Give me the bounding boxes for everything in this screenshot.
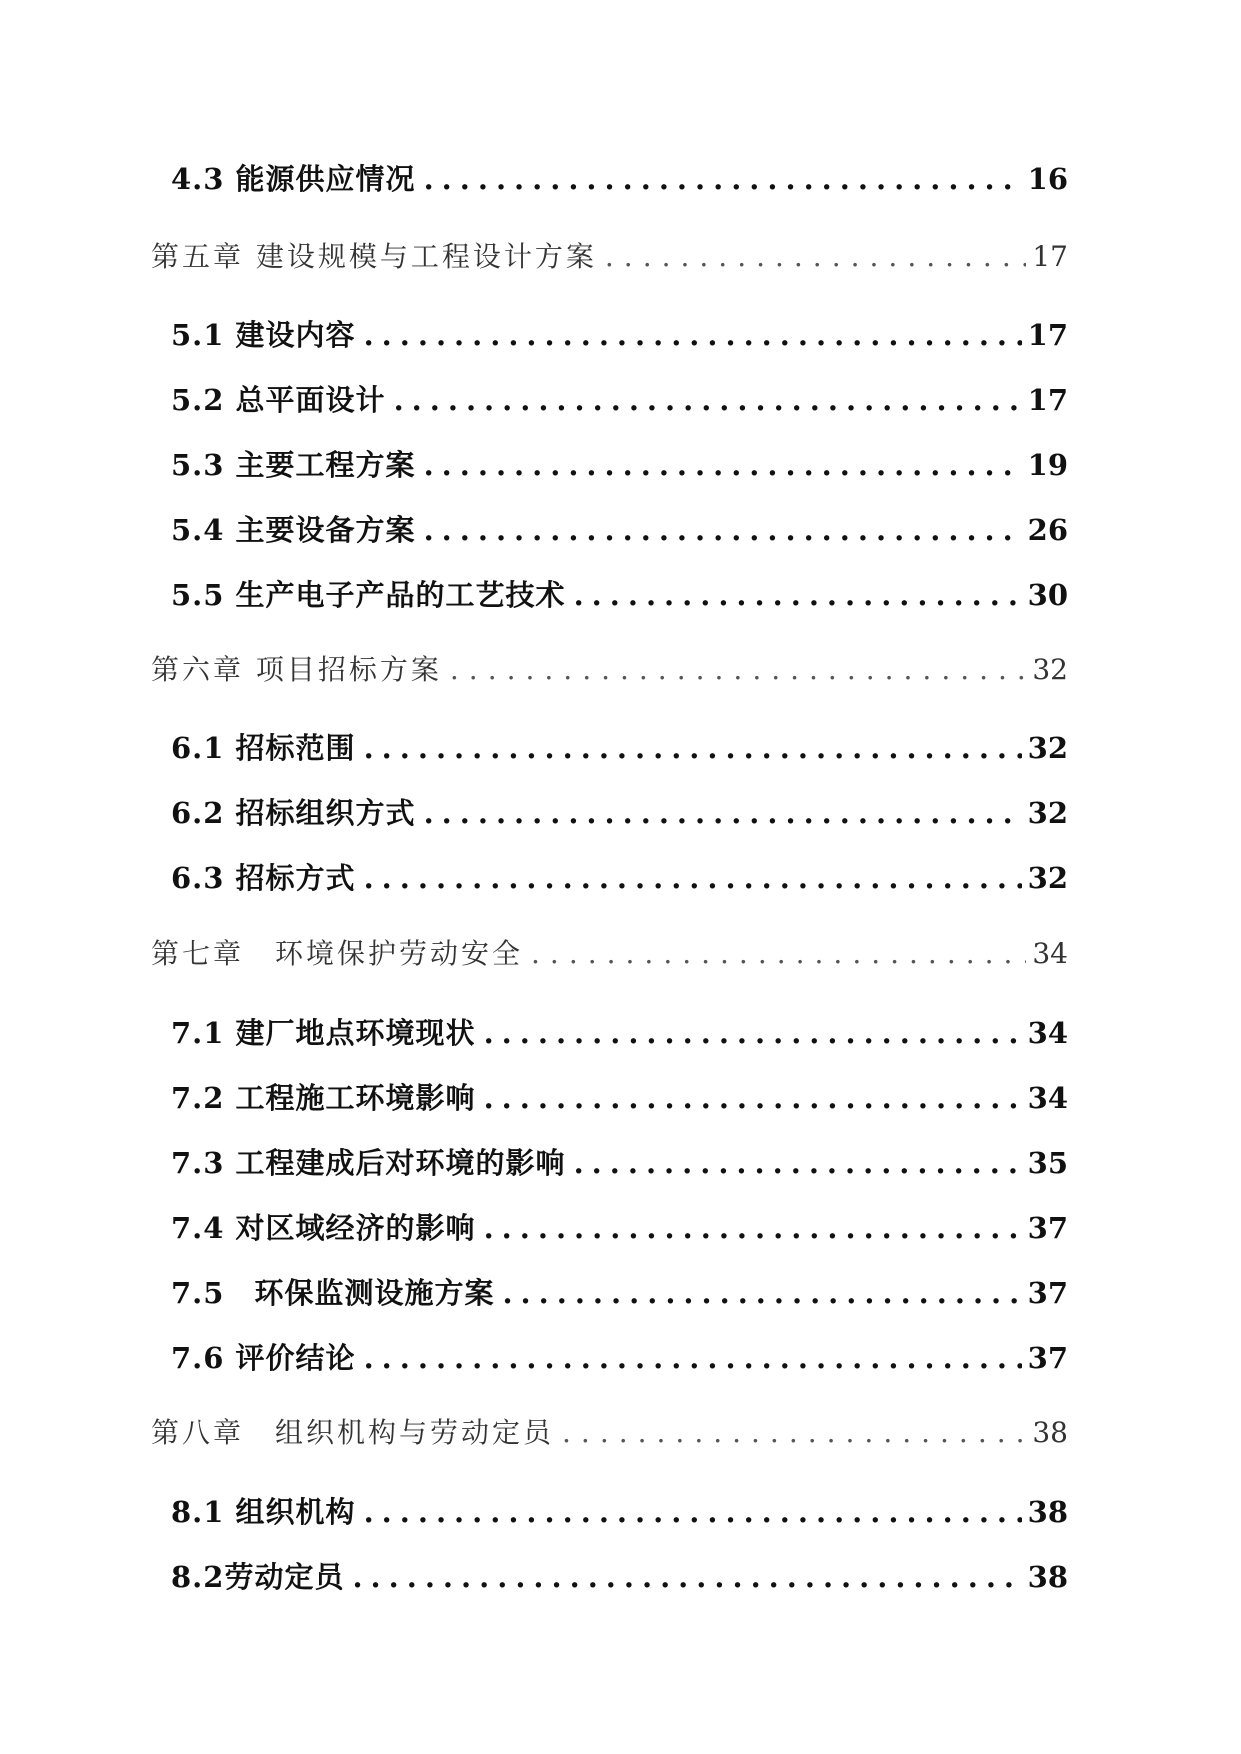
toc-page-number: 34 [1027, 1016, 1068, 1050]
toc-page-number: 38 [1027, 1495, 1068, 1529]
toc-entry-label: 5.1 建设内容 [171, 318, 356, 352]
toc-page-number: 32 [1032, 653, 1068, 686]
toc-page-number: 19 [1027, 448, 1068, 482]
toc-entry-label: 7.5 环保监测设施方案 [171, 1276, 495, 1310]
toc-page-number: 37 [1027, 1276, 1068, 1310]
toc-dot-leader [364, 856, 1022, 900]
toc-entry-chapter-8[interactable] [151, 1411, 1068, 1455]
toc-entry-7-4[interactable] [171, 1206, 1068, 1250]
toc-entry-7-5[interactable] [171, 1271, 1068, 1315]
toc-dot-leader [424, 443, 1022, 487]
toc-entry-5-1[interactable] [171, 313, 1068, 357]
toc-dot-leader [605, 235, 1026, 279]
toc-dot-leader [562, 1411, 1026, 1455]
toc-page-number: 17 [1027, 383, 1068, 417]
toc-entry-8-1[interactable] [171, 1490, 1068, 1534]
toc-page-number: 34 [1032, 937, 1068, 970]
toc-page-number: 34 [1027, 1081, 1068, 1115]
toc-page-number: 35 [1027, 1146, 1068, 1180]
toc-entry-label: 7.1 建厂地点环境现状 [171, 1016, 476, 1050]
toc-dot-leader [531, 932, 1026, 976]
toc-entry-label: 7.6 评价结论 [171, 1341, 356, 1375]
toc-entry-label: 5.2 总平面设计 [171, 383, 386, 417]
toc-entry-chapter-6[interactable] [151, 648, 1068, 692]
toc-dot-leader [394, 378, 1022, 422]
toc-entry-6-2[interactable] [171, 791, 1068, 835]
toc-entry-label: 5.3 主要工程方案 [171, 448, 416, 482]
toc-entry-label: 4.3 能源供应情况 [171, 162, 416, 196]
toc-entry-label: 7.2 工程施工环境影响 [171, 1081, 476, 1115]
toc-entry-label: 5.4 主要设备方案 [171, 513, 416, 547]
toc-entry-4-3[interactable] [171, 157, 1068, 201]
toc-page-number: 32 [1027, 796, 1068, 830]
toc-entry-7-3[interactable] [171, 1141, 1068, 1185]
toc-entry-label: 第五章 建设规模与工程设计方案 [151, 240, 597, 273]
toc-entry-7-1[interactable] [171, 1011, 1068, 1055]
toc-entry-5-3[interactable] [171, 443, 1068, 487]
toc-entry-label: 7.4 对区域经济的影响 [171, 1211, 476, 1245]
toc-page-number: 38 [1027, 1560, 1068, 1594]
toc-dot-leader [574, 1141, 1022, 1185]
toc-page-number: 17 [1027, 318, 1068, 352]
toc-page-number: 17 [1032, 240, 1068, 273]
toc-page-number: 32 [1027, 731, 1068, 765]
toc-dot-leader [424, 157, 1022, 201]
toc-dot-leader [484, 1206, 1022, 1250]
toc-page-number: 30 [1027, 578, 1068, 612]
toc-entry-label: 6.2 招标组织方式 [171, 796, 416, 830]
toc-dot-leader [502, 1271, 1021, 1315]
toc-dot-leader [364, 726, 1022, 770]
toc-dot-leader [364, 1336, 1022, 1380]
toc-entry-label: 6.3 招标方式 [171, 861, 356, 895]
toc-entry-5-2[interactable] [171, 378, 1068, 422]
toc-page-number: 32 [1027, 861, 1068, 895]
toc-entry-7-2[interactable] [171, 1076, 1068, 1120]
toc-entry-chapter-7[interactable] [151, 932, 1068, 976]
toc-dot-leader [424, 508, 1022, 552]
toc-entry-label: 7.3 工程建成后对环境的影响 [171, 1146, 566, 1180]
toc-entry-label: 第六章 项目招标方案 [151, 653, 442, 686]
toc-entry-5-5[interactable] [171, 573, 1068, 617]
toc-entry-5-4[interactable] [171, 508, 1068, 552]
toc-dot-leader [364, 313, 1022, 357]
toc-dot-leader [574, 573, 1022, 617]
toc-dot-leader [484, 1011, 1022, 1055]
toc-page-number: 37 [1027, 1211, 1068, 1245]
toc-entry-label: 8.2劳动定员 [171, 1560, 345, 1594]
toc-page-number: 37 [1027, 1341, 1068, 1375]
toc-entry-8-2[interactable] [171, 1555, 1068, 1599]
toc-page-number: 16 [1027, 162, 1068, 196]
toc-dot-leader [424, 791, 1022, 835]
toc-entry-label: 8.1 组织机构 [171, 1495, 356, 1529]
toc-entry-7-6[interactable] [171, 1336, 1068, 1380]
toc-entry-label: 第七章 环境保护劳动安全 [151, 937, 524, 970]
toc-entry-label: 5.5 生产电子产品的工艺技术 [171, 578, 566, 612]
toc-dot-leader [364, 1490, 1022, 1534]
toc-page-number: 26 [1027, 513, 1068, 547]
toc-dot-leader [352, 1555, 1021, 1599]
toc-entry-6-1[interactable] [171, 726, 1068, 770]
toc-dot-leader [484, 1076, 1022, 1120]
toc-entry-6-3[interactable] [171, 856, 1068, 900]
toc-page-number: 38 [1032, 1416, 1068, 1449]
toc-entry-label: 6.1 招标范围 [171, 731, 356, 765]
toc-entry-label: 第八章 组织机构与劳动定员 [151, 1416, 555, 1449]
toc-entry-chapter-5[interactable] [151, 235, 1068, 279]
toc-dot-leader [450, 648, 1026, 692]
